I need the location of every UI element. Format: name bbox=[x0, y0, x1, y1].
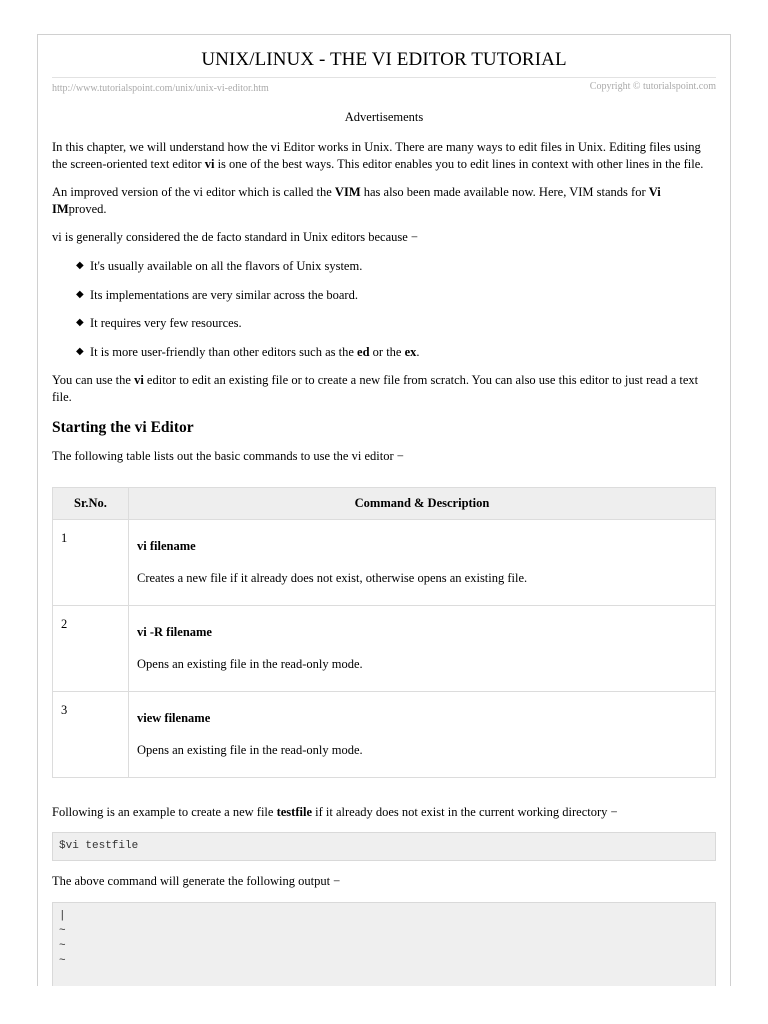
bullet-icon: ◆ bbox=[76, 259, 84, 271]
usage-vi: vi bbox=[134, 373, 144, 388]
section-lead: The following table lists out the basic commands to use the vi editor − bbox=[52, 449, 404, 464]
copyright-notice: Copyright © tutorialspoint.com bbox=[589, 81, 716, 92]
list-item-text-c: or the bbox=[369, 344, 405, 359]
usage-text-a: You can use the bbox=[52, 373, 135, 388]
reasons-list bbox=[52, 258, 716, 360]
page-title: UNIX/LINUX - THE VI EDITOR TUTORIAL bbox=[201, 49, 567, 70]
intro-p2-text-c: has also been made available now. Here, VIM stands for bbox=[360, 185, 649, 200]
list-item bbox=[76, 287, 716, 304]
intro-paragraph-2 bbox=[52, 184, 716, 217]
list-item-text: Its implementations are very similar across the board. bbox=[90, 287, 358, 302]
row-number: 1 bbox=[53, 519, 129, 605]
row-command-cell bbox=[129, 519, 716, 605]
code-block-output bbox=[52, 902, 716, 987]
row-number: 3 bbox=[53, 691, 129, 777]
article-body bbox=[52, 139, 716, 986]
row-command-cell bbox=[129, 691, 716, 777]
example-text-c: if it already does not exist in the current working directory − bbox=[312, 804, 618, 819]
intro-p2-vim: VIM bbox=[334, 185, 361, 200]
row-number: 2 bbox=[53, 605, 129, 691]
table-header-row bbox=[53, 487, 716, 519]
row-command-cell bbox=[129, 605, 716, 691]
command-name: view filename bbox=[137, 710, 211, 725]
list-item-text-e: . bbox=[416, 344, 420, 359]
list-item-ex: ex bbox=[404, 344, 417, 359]
header-divider bbox=[52, 77, 716, 78]
usage-text-c: editor to edit an existing file or to create a new file from scratch. You can also use this editor to just read a text file. bbox=[52, 373, 699, 404]
list-item bbox=[76, 344, 716, 361]
command-description: Opens an existing file in the read-only mode. bbox=[137, 743, 363, 758]
intro-paragraph-1 bbox=[52, 139, 716, 172]
section-heading: Starting the vi Editor bbox=[52, 418, 194, 436]
document-page bbox=[37, 34, 731, 986]
list-item-text: It's usually available on all the flavors of Unix system. bbox=[90, 258, 363, 273]
column-header-command: Command & Description bbox=[129, 487, 716, 519]
intro-p2-vi-im: Vi IM bbox=[52, 185, 661, 216]
example-paragraph bbox=[52, 804, 716, 821]
list-item-ed: ed bbox=[357, 344, 370, 359]
output-lead: The above command will generate the following output − bbox=[52, 873, 341, 888]
commands-table bbox=[52, 487, 716, 778]
intro-p2-text-a: An improved version of the vi editor which is called the bbox=[52, 185, 335, 200]
command-name: vi filename bbox=[137, 538, 196, 553]
bullet-icon: ◆ bbox=[76, 317, 84, 329]
list-item-text-a: It is more user-friendly than other editors such as the bbox=[90, 344, 358, 359]
output-line: ~ bbox=[59, 939, 66, 952]
example-text-a: Following is an example to create a new file bbox=[52, 804, 277, 819]
list-item-text: It requires very few resources. bbox=[90, 316, 242, 331]
column-header-srno: Sr.No. bbox=[53, 487, 129, 519]
intro-p1-text-a: In this chapter, we will understand how the vi Editor works in Unix. There are many ways to edit files in Unix. Editing files using the screen-oriented text editor bbox=[52, 140, 701, 171]
output-line: | bbox=[59, 909, 66, 922]
table-row bbox=[53, 605, 716, 691]
bullet-icon: ◆ bbox=[76, 345, 84, 357]
table-row bbox=[53, 519, 716, 605]
command-name: vi -R filename bbox=[137, 624, 212, 639]
advertisements-label: Advertisements bbox=[344, 110, 424, 124]
intro-p2-text-e: proved. bbox=[68, 201, 107, 216]
intro-p1-vi: vi bbox=[204, 156, 215, 171]
list-item bbox=[76, 258, 716, 275]
command-description: Opens an existing file in the read-only mode. bbox=[137, 657, 363, 672]
output-line: ~ bbox=[59, 924, 66, 937]
output-line: ~ bbox=[59, 954, 66, 967]
code-block-command: $vi testfile bbox=[52, 832, 716, 861]
example-testfile: testfile bbox=[276, 804, 312, 819]
usage-paragraph bbox=[52, 372, 716, 405]
source-url: http://www.tutorialspoint.com/unix/unix-vi-editor.htm bbox=[52, 83, 269, 94]
spacer bbox=[52, 778, 716, 804]
table-row bbox=[53, 691, 716, 777]
command-description: Creates a new file if it already does not exist, otherwise opens an existing file. bbox=[137, 571, 528, 586]
list-item bbox=[76, 315, 716, 332]
intro-p1-text-c: is one of the best ways. This editor enables you to edit lines in context with other lines in the file. bbox=[214, 156, 704, 171]
intro-paragraph-3: vi is generally considered the de facto standard in Unix editors because − bbox=[52, 230, 418, 245]
bullet-icon: ◆ bbox=[76, 288, 84, 300]
